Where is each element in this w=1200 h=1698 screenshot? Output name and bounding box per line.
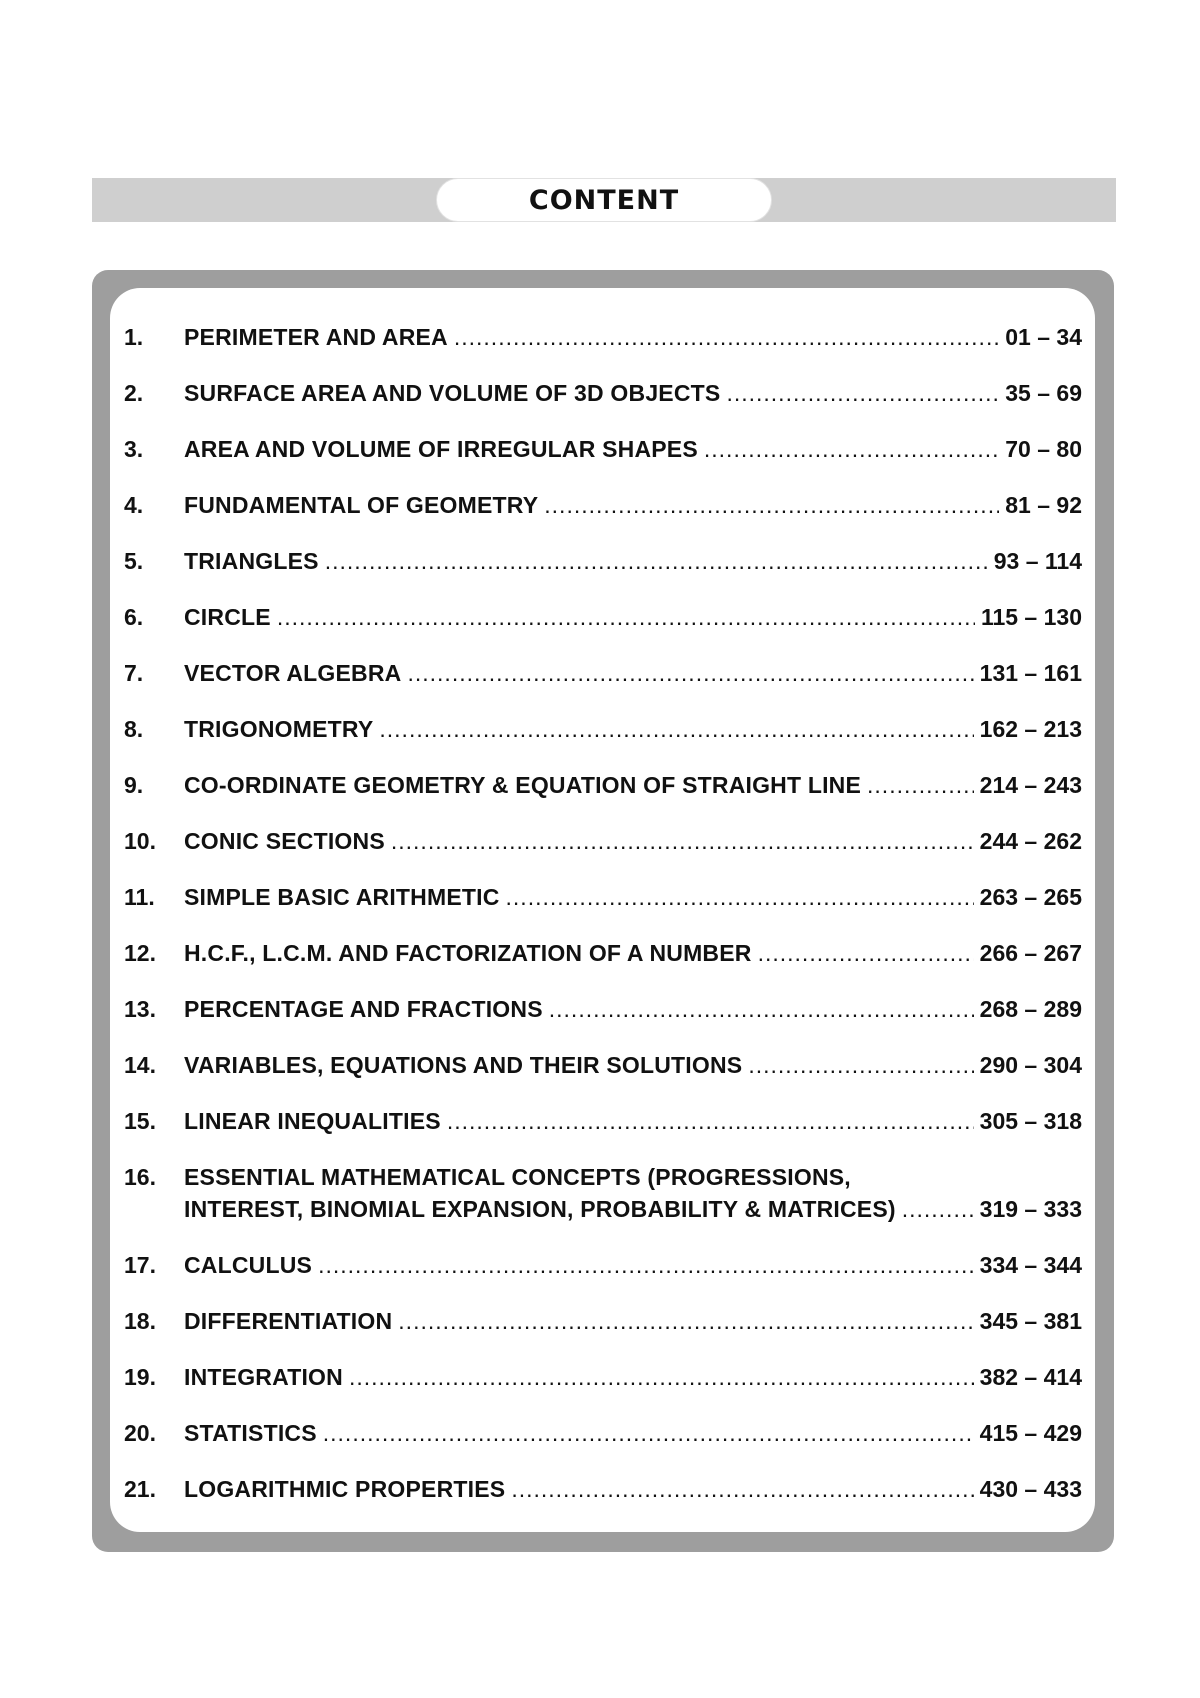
toc-entry-number: 15. xyxy=(124,1108,156,1134)
toc-entry-pages: 01 – 34 xyxy=(1005,324,1082,350)
toc-entry-number: 2. xyxy=(124,380,144,406)
toc-entry-title: TRIANGLES xyxy=(184,548,319,574)
toc-entry-pages: 93 – 114 xyxy=(993,548,1082,574)
toc-entry-number: 19. xyxy=(124,1364,156,1390)
toc-entry-pages: 268 – 289 xyxy=(979,996,1082,1022)
toc-entry-pages: 334 – 344 xyxy=(979,1252,1082,1278)
toc-entry-number: 20. xyxy=(124,1420,156,1446)
dot-leader xyxy=(506,881,974,913)
toc-entry[interactable] xyxy=(124,871,1082,927)
toc-entry[interactable] xyxy=(124,311,1082,367)
toc-entry-title: VARIABLES, EQUATIONS AND THEIR SOLUTIONS xyxy=(184,1052,743,1078)
toc-entry[interactable] xyxy=(124,647,1082,703)
toc-entry[interactable] xyxy=(124,1239,1082,1295)
toc-entry-pages: 290 – 304 xyxy=(979,1052,1082,1078)
toc-entry-number: 6. xyxy=(124,604,144,630)
toc-entry-title: SIMPLE BASIC ARITHMETIC xyxy=(184,884,500,910)
toc-entry-title: CIRCLE xyxy=(184,604,271,630)
dot-leader xyxy=(867,769,974,801)
dot-leader xyxy=(318,1249,974,1281)
toc-entry[interactable] xyxy=(124,423,1082,479)
toc-entry-title: H.C.F., L.C.M. AND FACTORIZATION OF A NUMBER xyxy=(184,940,752,966)
dot-leader xyxy=(549,993,974,1025)
toc-entry-title: PERCENTAGE AND FRACTIONS xyxy=(184,996,543,1022)
toc-entry-title: TRIGONOMETRY xyxy=(184,716,374,742)
toc-entry[interactable] xyxy=(124,983,1082,1039)
toc-entry-number: 17. xyxy=(124,1252,156,1278)
toc-entry[interactable] xyxy=(124,535,1082,591)
toc-entry-number: 5. xyxy=(124,548,144,574)
toc-entry-number: 18. xyxy=(124,1308,156,1334)
dot-leader xyxy=(454,321,999,353)
toc-entry-title: DIFFERENTIATION xyxy=(184,1308,393,1334)
toc-entry-pages: 81 – 92 xyxy=(1005,492,1082,518)
dot-leader xyxy=(544,489,999,521)
dot-leader xyxy=(902,1193,974,1225)
table-of-contents xyxy=(124,311,1082,1519)
toc-entry-pages: 35 – 69 xyxy=(1005,380,1082,406)
toc-entry-title: SURFACE AREA AND VOLUME OF 3D OBJECTS xyxy=(184,380,721,406)
dot-leader xyxy=(391,825,974,857)
toc-entry-pages: 244 – 262 xyxy=(979,828,1082,854)
toc-entry-pages: 263 – 265 xyxy=(979,884,1082,910)
toc-entry-title-continued: INTEREST, BINOMIAL EXPANSION, PROBABILITY & MATRICES) xyxy=(184,1196,896,1222)
toc-entry-pages: 415 – 429 xyxy=(979,1420,1082,1446)
toc-entry[interactable] xyxy=(124,367,1082,423)
toc-entry-number: 1. xyxy=(124,324,144,350)
toc-entry-number: 12. xyxy=(124,940,156,966)
toc-entry-number: 8. xyxy=(124,716,144,742)
dot-leader xyxy=(323,1417,974,1449)
toc-entry-pages: 266 – 267 xyxy=(979,940,1082,966)
dot-leader xyxy=(758,937,974,969)
toc-entry[interactable] xyxy=(124,703,1082,759)
toc-entry-title: AREA AND VOLUME OF IRREGULAR SHAPES xyxy=(184,436,698,462)
toc-entry-pages: 115 – 130 xyxy=(980,604,1082,630)
dot-leader xyxy=(511,1473,973,1505)
dot-leader xyxy=(407,657,973,689)
toc-entry-number: 7. xyxy=(124,660,144,686)
toc-entry-title: PERIMETER AND AREA xyxy=(184,324,448,350)
toc-entry-number: 14. xyxy=(124,1052,156,1078)
dot-leader xyxy=(748,1049,973,1081)
toc-entry-number: 16. xyxy=(124,1164,156,1190)
toc-entry-number: 11. xyxy=(124,884,155,910)
dot-leader xyxy=(447,1105,974,1137)
toc-entry[interactable] xyxy=(124,1151,1082,1239)
toc-entry[interactable] xyxy=(124,479,1082,535)
toc-entry-pages: 162 – 213 xyxy=(979,716,1082,742)
toc-entry-title: CALCULUS xyxy=(184,1252,313,1278)
dot-leader xyxy=(349,1361,974,1393)
toc-entry[interactable] xyxy=(124,759,1082,815)
toc-entry[interactable] xyxy=(124,1463,1082,1519)
toc-entry-pages: 319 – 333 xyxy=(979,1196,1082,1222)
toc-entry-number: 4. xyxy=(124,492,144,518)
toc-entry[interactable] xyxy=(124,927,1082,983)
toc-entry[interactable] xyxy=(124,1039,1082,1095)
dot-leader xyxy=(277,601,975,633)
dot-leader xyxy=(726,377,999,409)
dot-leader xyxy=(704,433,999,465)
toc-entry[interactable] xyxy=(124,591,1082,647)
toc-entry-title: LOGARITHMIC PROPERTIES xyxy=(184,1476,506,1502)
toc-entry-pages: 131 – 161 xyxy=(979,660,1082,686)
toc-entry-title: INTEGRATION xyxy=(184,1364,343,1390)
title-pill xyxy=(436,178,772,222)
toc-entry-number: 3. xyxy=(124,436,144,462)
toc-entry[interactable] xyxy=(124,1407,1082,1463)
dot-leader xyxy=(325,545,988,577)
toc-entry-pages: 70 – 80 xyxy=(1005,436,1082,462)
dot-leader xyxy=(398,1305,973,1337)
toc-entry[interactable] xyxy=(124,815,1082,871)
toc-entry-title: STATISTICS xyxy=(184,1420,317,1446)
toc-entry-title: FUNDAMENTAL OF GEOMETRY xyxy=(184,492,539,518)
toc-entry-number: 13. xyxy=(124,996,156,1022)
toc-entry[interactable] xyxy=(124,1095,1082,1151)
toc-entry-pages: 305 – 318 xyxy=(979,1108,1082,1134)
toc-entry[interactable] xyxy=(124,1295,1082,1351)
toc-entry-title: ESSENTIAL MATHEMATICAL CONCEPTS (PROGRESSIONS, xyxy=(184,1164,851,1190)
toc-entry[interactable] xyxy=(124,1351,1082,1407)
page-title: CONTENT xyxy=(528,184,680,216)
toc-entry-title: CO-ORDINATE GEOMETRY & EQUATION OF STRAIGHT LINE xyxy=(184,772,862,798)
toc-entry-pages: 430 – 433 xyxy=(979,1476,1082,1502)
dot-leader xyxy=(379,713,973,745)
toc-entry-title: CONIC SECTIONS xyxy=(184,828,385,854)
toc-entry-pages: 345 – 381 xyxy=(979,1308,1082,1334)
toc-entry-pages: 214 – 243 xyxy=(979,772,1082,798)
toc-entry-number: 21. xyxy=(124,1476,156,1502)
toc-entry-number: 9. xyxy=(124,772,144,798)
toc-entry-title: LINEAR INEQUALITIES xyxy=(184,1108,441,1134)
toc-entry-number: 10. xyxy=(124,828,156,854)
toc-entry-title: VECTOR ALGEBRA xyxy=(184,660,402,686)
toc-entry-pages: 382 – 414 xyxy=(979,1364,1082,1390)
